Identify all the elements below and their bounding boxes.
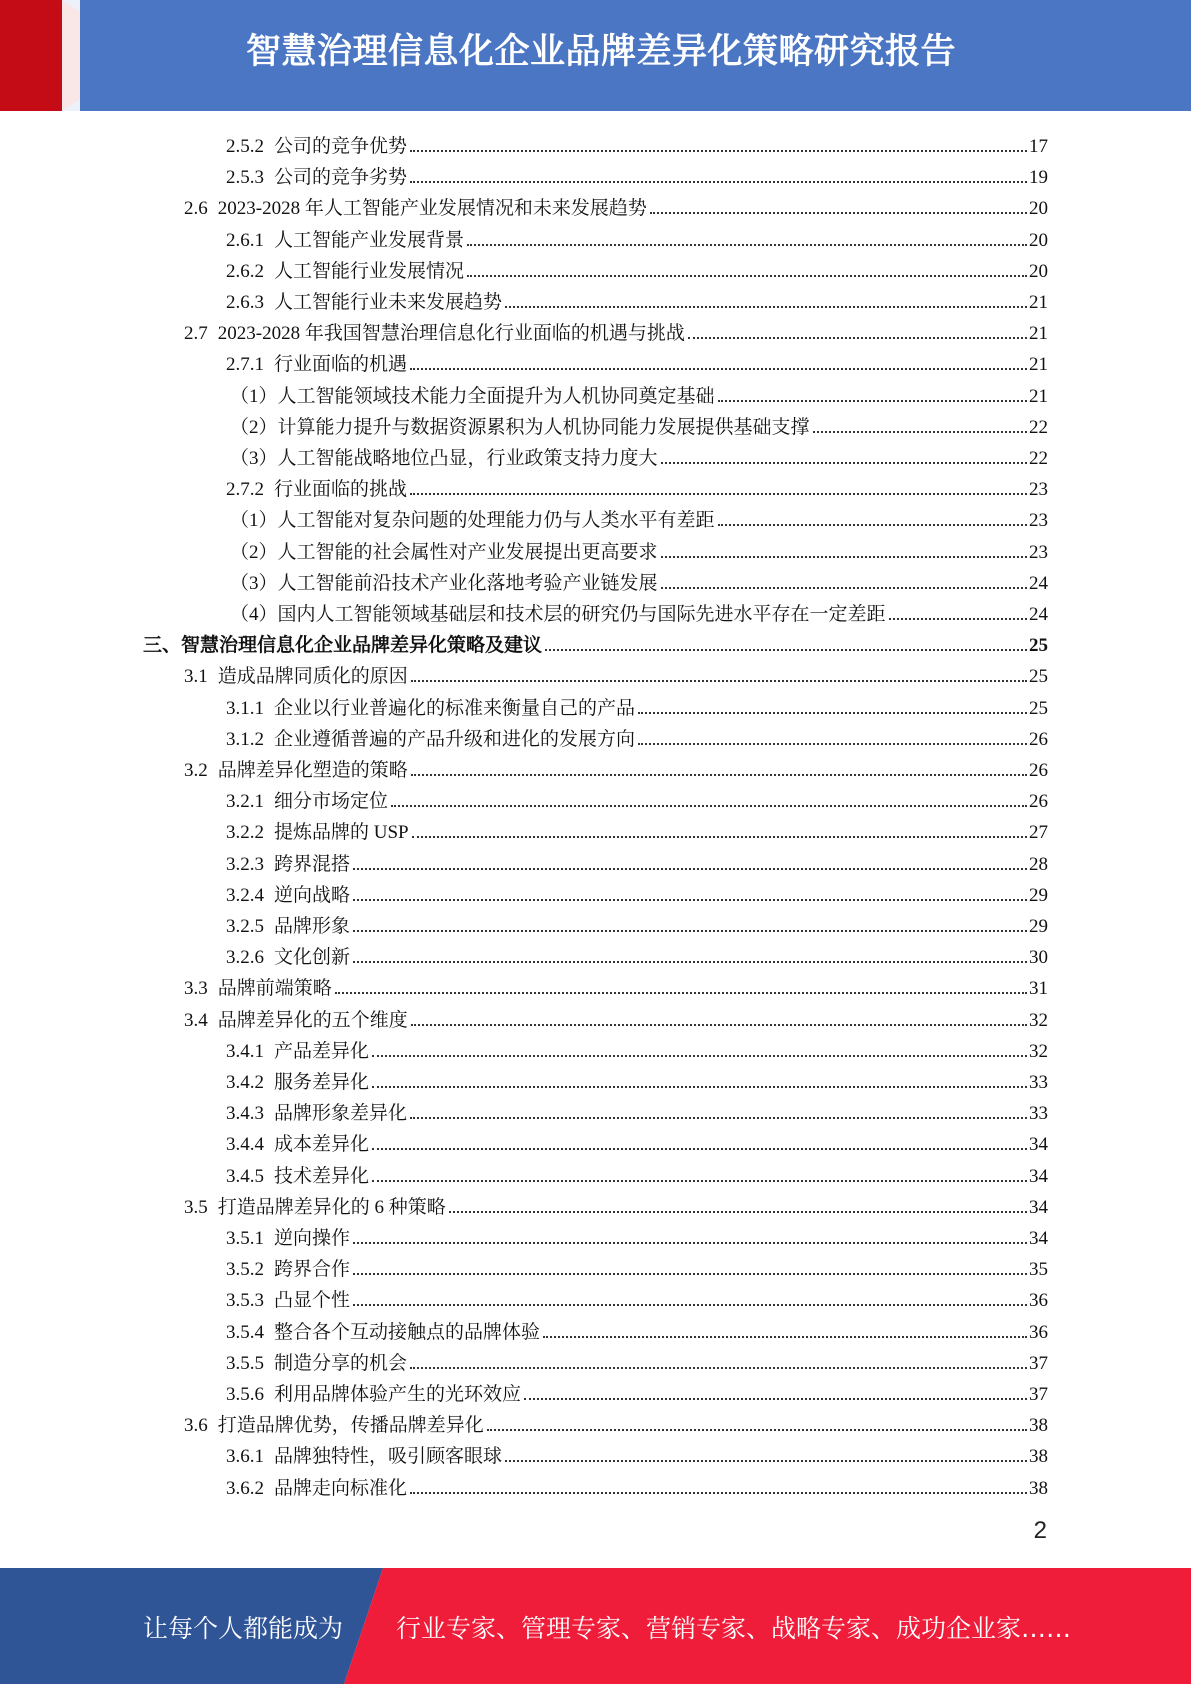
toc-entry[interactable] — [230, 501, 1048, 532]
toc-entry[interactable] — [184, 314, 1048, 345]
toc-entry[interactable] — [226, 1375, 1048, 1406]
toc-entry[interactable] — [226, 907, 1048, 938]
toc-entry[interactable] — [184, 969, 1048, 1000]
toc-entry-number: 2.5.3 — [226, 167, 264, 189]
toc-entry-title: 品牌独特性，吸引顾客眼球 — [274, 1446, 503, 1468]
toc-entry-title: 逆向战略 — [274, 884, 351, 906]
toc-entry-number: 3.2.1 — [226, 791, 264, 813]
toc-dot-leader — [372, 1055, 1027, 1057]
toc-dot-leader — [410, 181, 1027, 183]
toc-dot-leader — [661, 462, 1027, 464]
toc-entry[interactable] — [230, 408, 1048, 439]
toc-entry[interactable] — [184, 1001, 1048, 1032]
toc-entry[interactable] — [184, 1406, 1048, 1437]
toc-entry-number: 3.2 — [184, 760, 208, 781]
toc-dot-leader — [353, 1242, 1027, 1244]
toc-entry-number: 2.6 — [184, 198, 208, 220]
toc-entry-number: 3.1.2 — [226, 728, 264, 750]
toc-entry[interactable] — [143, 626, 1048, 657]
toc-entry-page: 34 — [1029, 1228, 1048, 1249]
toc-entry[interactable] — [226, 689, 1048, 720]
toc-entry-page: 33 — [1029, 1072, 1048, 1093]
toc-entry-title: 品牌走向标准化 — [274, 1477, 408, 1499]
toc-entry-page: 25 — [1029, 697, 1048, 719]
toc-entry-title: 人工智能行业发展情况 — [274, 260, 465, 282]
toc-entry-number: 2.6.1 — [226, 229, 264, 251]
toc-dot-leader — [391, 805, 1027, 807]
toc-entry[interactable] — [226, 1063, 1048, 1094]
toc-entry-title: 人工智能行业未来发展趋势 — [274, 292, 503, 313]
toc-entry-page: 34 — [1029, 1134, 1048, 1156]
toc-entry-title: 打造品牌优势，传播品牌差异化 — [217, 1415, 484, 1437]
toc-entry-page: 38 — [1029, 1477, 1048, 1499]
toc-dot-leader — [524, 1398, 1027, 1400]
page-footer — [0, 1568, 1191, 1684]
toc-entry[interactable] — [226, 221, 1048, 252]
toc-dot-leader — [718, 400, 1027, 402]
toc-entry-title: 文化创新 — [274, 947, 351, 969]
toc-entry[interactable] — [226, 158, 1048, 189]
toc-entry[interactable] — [226, 1219, 1048, 1250]
toc-entry-number: 2.7.1 — [226, 354, 264, 376]
toc-entry-title: 逆向操作 — [274, 1228, 351, 1249]
toc-entry-page: 38 — [1029, 1446, 1048, 1468]
toc-dot-leader — [505, 1460, 1027, 1462]
toc-dot-leader — [661, 587, 1027, 589]
toc-entry-page: 26 — [1029, 760, 1048, 781]
toc-dot-leader — [410, 150, 1027, 152]
toc-entry-page: 21 — [1029, 292, 1048, 313]
toc-entry[interactable] — [230, 595, 1048, 626]
toc-entry-page: 28 — [1029, 853, 1048, 875]
toc-entry[interactable] — [230, 439, 1048, 470]
toc-entry-page: 33 — [1029, 1103, 1048, 1125]
toc-entry-page: 34 — [1029, 1165, 1048, 1187]
toc-entry[interactable] — [226, 876, 1048, 907]
toc-dot-leader — [410, 1492, 1027, 1494]
toc-entry-title: 利用品牌体验产生的光环效应 — [274, 1384, 522, 1405]
toc-entry-page: 29 — [1029, 916, 1048, 937]
toc-entry-title: 打造品牌差异化的 6 种策略 — [217, 1196, 446, 1218]
toc-entry[interactable] — [226, 345, 1048, 376]
toc-entry-number: 3.2.2 — [226, 822, 264, 844]
toc-dot-leader — [353, 899, 1027, 901]
toc-entry-title: 品牌形象 — [274, 916, 351, 937]
toc-entry-number: 2.7 — [184, 323, 208, 345]
toc-entry-page: 32 — [1029, 1040, 1048, 1062]
toc-dot-leader — [410, 1367, 1027, 1369]
toc-entry[interactable] — [226, 283, 1048, 314]
toc-entry-page: 22 — [1029, 448, 1048, 469]
toc-dot-leader — [353, 1273, 1027, 1275]
toc-entry-page: 36 — [1029, 1290, 1048, 1312]
toc-dot-leader — [661, 556, 1027, 558]
toc-dot-leader — [353, 868, 1027, 870]
toc-dot-leader — [411, 774, 1027, 776]
toc-entry-page: 20 — [1029, 229, 1048, 251]
toc-dot-leader — [412, 836, 1027, 838]
toc-entry-title: 细分市场定位 — [274, 791, 389, 813]
toc-entry[interactable] — [226, 720, 1048, 751]
toc-entry-title: 2023-2028 年我国智慧治理信息化行业面临的机遇与挑战 — [217, 323, 685, 345]
toc-dot-leader — [813, 431, 1027, 433]
toc-dot-leader — [467, 244, 1027, 246]
toc-entry[interactable] — [226, 1313, 1048, 1344]
toc-entry-title: 公司的竞争优势 — [274, 136, 408, 157]
toc-entry-page: 36 — [1029, 1321, 1048, 1343]
toc-entry[interactable] — [226, 1250, 1048, 1281]
toc-entry-page: 37 — [1029, 1384, 1048, 1405]
toc-entry-title: （1）人工智能领域技术能力全面提升为人机协同奠定基础 — [230, 385, 715, 407]
toc-entry-number: 3.6.1 — [226, 1446, 264, 1468]
toc-dot-leader — [449, 1211, 1027, 1213]
toc-entry-title: 品牌前端策略 — [217, 978, 332, 1000]
toc-dot-leader — [688, 337, 1027, 339]
toc-entry-title: （3）人工智能战略地位凸显，行业政策支持力度大 — [230, 448, 658, 469]
toc-entry-page: 26 — [1029, 728, 1048, 750]
toc-entry[interactable] — [184, 657, 1048, 688]
footer-slogan-left: 让每个人都能成为 — [143, 1614, 344, 1643]
toc-entry-title: 行业面临的机遇 — [274, 354, 408, 376]
toc-dot-leader — [505, 306, 1027, 308]
toc-entry-title: 跨界混搭 — [274, 853, 351, 875]
toc-entry-number: 3.4.1 — [226, 1040, 264, 1062]
toc-entry-title: （2）人工智能的社会属性对产业发展提出更高要求 — [230, 541, 658, 563]
toc-dot-leader — [335, 992, 1027, 994]
toc-entry-number: 3.5.3 — [226, 1290, 264, 1312]
toc-entry[interactable] — [184, 189, 1048, 220]
toc-entry-title: 整合各个互动接触点的品牌体验 — [274, 1321, 541, 1343]
toc-entry[interactable] — [230, 533, 1048, 564]
toc-entry-page: 24 — [1029, 604, 1048, 625]
toc-dot-leader — [372, 1148, 1027, 1150]
toc-entry-title: 跨界合作 — [274, 1259, 351, 1281]
toc-entry-number: 3.5.4 — [226, 1321, 264, 1343]
toc-entry[interactable] — [230, 377, 1048, 408]
toc-entry-number: 3.5.6 — [226, 1384, 264, 1405]
toc-entry-page: 37 — [1029, 1352, 1048, 1374]
toc-entry-number: 3.2.6 — [226, 947, 264, 969]
toc-entry-title: （2）计算能力提升与数据资源累积为人机协同能力发展提供基础支撑 — [230, 416, 810, 438]
toc-dot-leader — [411, 680, 1027, 682]
toc-dot-leader — [353, 961, 1027, 963]
page-number: 2 — [1033, 1517, 1047, 1544]
toc-entry-number: 3.4 — [184, 1009, 208, 1031]
toc-dot-leader — [467, 275, 1027, 277]
toc-entry[interactable] — [226, 127, 1048, 158]
toc-entry-number: 3.3 — [184, 978, 208, 1000]
toc-entry-page: 26 — [1029, 791, 1048, 813]
toc-entry-number: 3.2.5 — [226, 916, 264, 937]
toc-entry-title: 2023-2028 年人工智能产业发展情况和未来发展趋势 — [217, 198, 647, 220]
toc-entry[interactable] — [226, 845, 1048, 876]
toc-entry-page: 25 — [1029, 666, 1048, 688]
toc-entry[interactable] — [226, 1469, 1048, 1500]
toc-entry-number: 2.5.2 — [226, 136, 264, 157]
toc-entry[interactable] — [226, 782, 1048, 813]
toc-entry-title: 企业遵循普遍的产品升级和进化的发展方向 — [274, 728, 636, 750]
toc-entry-page: 38 — [1029, 1415, 1048, 1437]
toc-entry-page: 23 — [1029, 510, 1048, 532]
toc-entry-page: 23 — [1029, 479, 1048, 501]
toc-entry-title: 三、智慧治理信息化企业品牌差异化策略及建议 — [143, 635, 543, 657]
toc-entry-title: （3）人工智能前沿技术产业化落地考验产业链发展 — [230, 572, 658, 594]
toc-entry[interactable] — [226, 1281, 1048, 1312]
toc-entry[interactable] — [226, 1344, 1048, 1375]
toc-entry-page: 29 — [1029, 884, 1048, 906]
toc-entry-number: 3.6 — [184, 1415, 208, 1437]
toc-entry-number: 3.5.5 — [226, 1352, 264, 1374]
toc-entry[interactable] — [184, 751, 1048, 782]
toc-entry-number: 3.4.4 — [226, 1134, 264, 1156]
toc-entry-page: 27 — [1029, 822, 1048, 844]
toc-dot-leader — [650, 212, 1027, 214]
toc-entry[interactable] — [226, 252, 1048, 283]
toc-entry-title: 品牌形象差异化 — [274, 1103, 408, 1125]
toc-dot-leader — [372, 1180, 1027, 1182]
toc-entry[interactable] — [226, 813, 1048, 844]
toc-dot-leader — [545, 649, 1027, 651]
toc-entry-title: （1）人工智能对复杂问题的处理能力仍与人类水平有差距 — [230, 510, 715, 532]
toc-entry-page: 23 — [1029, 541, 1048, 563]
toc-entry-title: （4）国内人工智能领域基础层和技术层的研究仍与国际先进水平存在一定差距 — [230, 604, 886, 625]
toc-dot-leader — [638, 712, 1027, 714]
toc-entry-page: 32 — [1029, 1009, 1048, 1031]
toc-entry-number: 3.4.2 — [226, 1072, 264, 1093]
toc-entry-title: 品牌差异化塑造的策略 — [217, 760, 408, 781]
toc-entry-title: 造成品牌同质化的原因 — [217, 666, 408, 688]
toc-entry-page: 19 — [1029, 167, 1048, 189]
toc-entry-page: 21 — [1029, 323, 1048, 345]
toc-entry-title: 提炼品牌的 USP — [274, 822, 409, 844]
toc-entry-page: 21 — [1029, 385, 1048, 407]
toc-dot-leader — [718, 524, 1027, 526]
toc-entry[interactable] — [226, 1032, 1048, 1063]
toc-entry-title: 服务差异化 — [274, 1072, 370, 1093]
toc-entry-title: 公司的竞争劣势 — [274, 167, 408, 189]
page-header — [0, 0, 1191, 111]
toc-dot-leader — [487, 1429, 1027, 1431]
toc-entry-title: 凸显个性 — [274, 1290, 351, 1312]
toc-entry-number: 3.5 — [184, 1196, 208, 1218]
toc-entry[interactable] — [226, 938, 1048, 969]
toc-entry-page: 17 — [1029, 136, 1048, 157]
toc-dot-leader — [543, 1336, 1027, 1338]
toc-entry-page: 20 — [1029, 260, 1048, 282]
toc-entry[interactable] — [226, 1125, 1048, 1156]
toc-entry[interactable] — [230, 564, 1048, 595]
toc-entry[interactable] — [226, 1094, 1048, 1125]
toc-entry-number: 2.6.2 — [226, 260, 264, 282]
toc-entry-number: 3.1.1 — [226, 697, 264, 719]
toc-dot-leader — [372, 1086, 1027, 1088]
toc-dot-leader — [411, 1024, 1027, 1026]
toc-dot-leader — [353, 1304, 1027, 1306]
toc-entry-title: 企业以行业普遍化的标准来衡量自己的产品 — [274, 697, 636, 719]
toc-entry-title: 制造分享的机会 — [274, 1352, 408, 1374]
toc-entry-page: 20 — [1029, 198, 1048, 220]
toc-entry-page: 22 — [1029, 416, 1048, 438]
toc-dot-leader — [638, 743, 1027, 745]
toc-dot-leader — [410, 1117, 1027, 1119]
toc-entry-number: 3.2.3 — [226, 853, 264, 875]
toc-entry-number: 3.6.2 — [226, 1477, 264, 1499]
toc-entry-number: 3.5.1 — [226, 1228, 264, 1249]
toc-entry-title: 成本差异化 — [274, 1134, 370, 1156]
toc-dot-leader — [889, 618, 1027, 620]
toc-dot-leader — [410, 493, 1027, 495]
toc-entry-page: 21 — [1029, 354, 1048, 376]
toc-entry[interactable] — [226, 1157, 1048, 1188]
toc-entry-title: 行业面临的挑战 — [274, 479, 408, 501]
footer-slogan-right: 行业专家、管理专家、营销专家、战略专家、成功企业家…… — [396, 1614, 1072, 1643]
toc-entry[interactable] — [184, 1188, 1048, 1219]
toc-entry[interactable] — [226, 1437, 1048, 1468]
toc-entry-number: 2.7.2 — [226, 479, 264, 501]
toc-dot-leader — [353, 930, 1027, 932]
toc-entry-number: 3.2.4 — [226, 884, 264, 906]
toc-entry-title: 品牌差异化的五个维度 — [217, 1009, 408, 1031]
toc-entry-page: 34 — [1029, 1196, 1048, 1218]
toc-entry-page: 31 — [1029, 978, 1048, 1000]
toc-entry-number: 3.4.5 — [226, 1165, 264, 1187]
toc-dot-leader — [410, 368, 1027, 370]
toc-entry-title: 产品差异化 — [274, 1040, 370, 1062]
toc-entry[interactable] — [226, 470, 1048, 501]
toc-entry-title: 人工智能产业发展背景 — [274, 229, 465, 251]
toc-entry-title: 技术差异化 — [274, 1165, 370, 1187]
toc-entry-number: 3.1 — [184, 666, 208, 688]
toc-entry-page: 30 — [1029, 947, 1048, 969]
toc-entry-number: 3.4.3 — [226, 1103, 264, 1125]
toc-entry-number: 3.5.2 — [226, 1259, 264, 1281]
report-title: 智慧治理信息化企业品牌差异化策略研究报告 — [246, 32, 957, 72]
toc-entry-page: 35 — [1029, 1259, 1048, 1281]
toc-entry-page: 24 — [1029, 572, 1048, 594]
toc-entry-number: 2.6.3 — [226, 292, 264, 313]
toc-entry-page: 25 — [1029, 635, 1048, 657]
